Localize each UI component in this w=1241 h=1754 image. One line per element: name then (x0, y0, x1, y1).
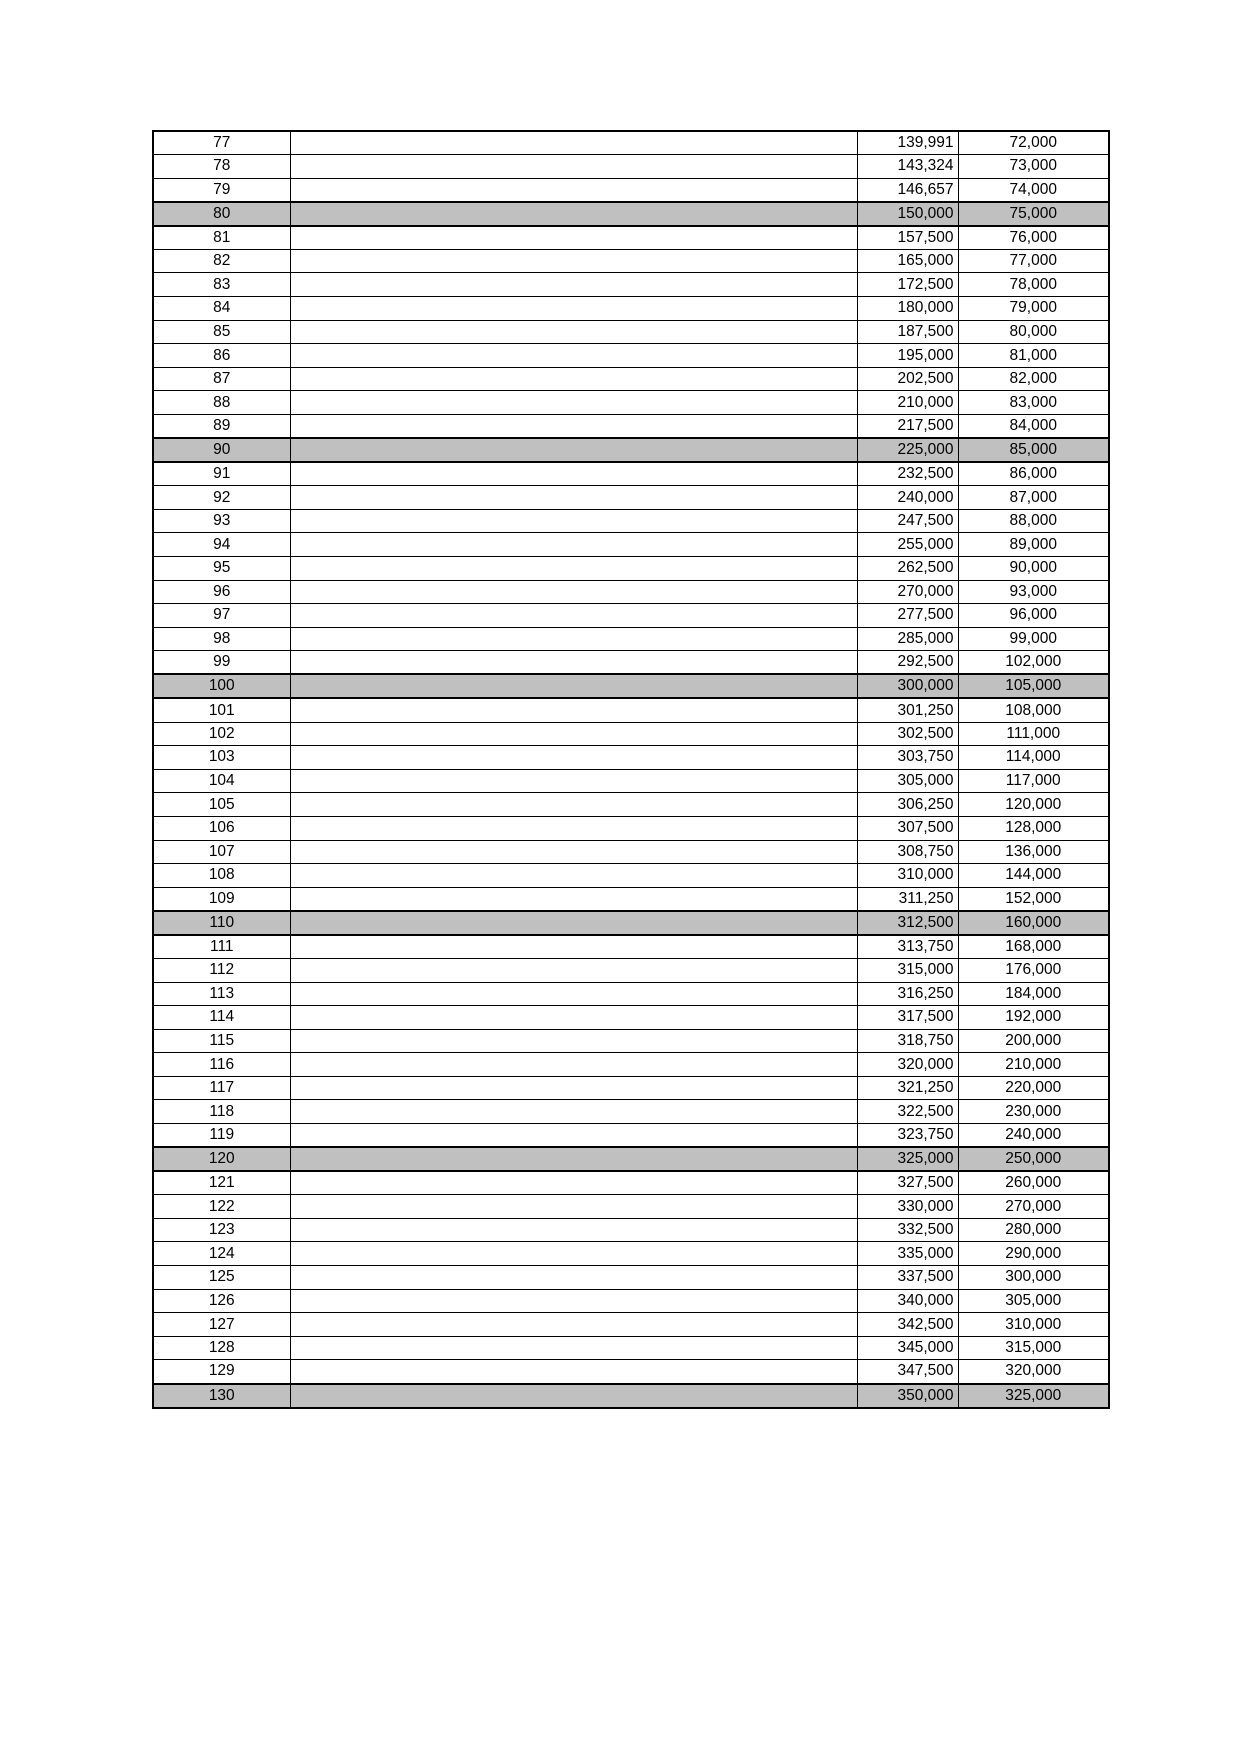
cell-index: 118 (153, 1100, 290, 1124)
cell-value-secondary: 290,000 (958, 1242, 1109, 1266)
cell-value-primary: 335,000 (857, 1242, 958, 1266)
cell-value-primary: 180,000 (857, 297, 958, 321)
table-body (153, 131, 1109, 1408)
table-row (153, 1100, 1109, 1124)
cell-value-secondary: 200,000 (958, 1029, 1109, 1053)
table-row (153, 864, 1109, 888)
cell-index: 107 (153, 840, 290, 864)
cell-blank (290, 1195, 857, 1219)
cell-value-primary: 195,000 (857, 344, 958, 368)
data-table (152, 130, 1110, 1409)
cell-value-secondary: 96,000 (958, 604, 1109, 628)
cell-blank (290, 438, 857, 462)
cell-index: 83 (153, 273, 290, 297)
cell-index: 104 (153, 769, 290, 793)
cell-value-secondary: 152,000 (958, 887, 1109, 911)
cell-index: 99 (153, 651, 290, 675)
cell-blank (290, 1100, 857, 1124)
cell-blank (290, 462, 857, 486)
cell-blank (290, 982, 857, 1006)
cell-value-primary: 262,500 (857, 557, 958, 581)
table-row (153, 391, 1109, 415)
cell-value-primary: 308,750 (857, 840, 958, 864)
table-row (153, 698, 1109, 722)
cell-index: 88 (153, 391, 290, 415)
table-row (153, 273, 1109, 297)
cell-value-secondary: 72,000 (958, 131, 1109, 155)
cell-value-primary: 187,500 (857, 320, 958, 344)
cell-blank (290, 816, 857, 840)
cell-blank (290, 1029, 857, 1053)
table-row (153, 415, 1109, 439)
cell-value-primary: 202,500 (857, 367, 958, 391)
cell-blank (290, 1313, 857, 1337)
cell-value-primary: 322,500 (857, 1100, 958, 1124)
table-row (153, 1053, 1109, 1077)
cell-index: 101 (153, 698, 290, 722)
cell-index: 89 (153, 415, 290, 439)
cell-value-secondary: 77,000 (958, 249, 1109, 273)
cell-value-primary: 157,500 (857, 226, 958, 250)
cell-value-primary: 310,000 (857, 864, 958, 888)
cell-blank (290, 1124, 857, 1148)
cell-blank (290, 911, 857, 935)
cell-value-primary: 325,000 (857, 1147, 958, 1171)
cell-value-secondary: 168,000 (958, 935, 1109, 959)
cell-blank (290, 1218, 857, 1242)
cell-value-secondary: 280,000 (958, 1218, 1109, 1242)
cell-index: 85 (153, 320, 290, 344)
cell-value-primary: 277,500 (857, 604, 958, 628)
table-row (153, 1076, 1109, 1100)
cell-blank (290, 509, 857, 533)
cell-blank (290, 367, 857, 391)
cell-value-primary: 313,750 (857, 935, 958, 959)
table-row (153, 1006, 1109, 1030)
cell-value-primary: 303,750 (857, 746, 958, 770)
cell-value-secondary: 73,000 (958, 155, 1109, 179)
cell-index: 95 (153, 557, 290, 581)
cell-value-secondary: 315,000 (958, 1336, 1109, 1360)
cell-value-secondary: 250,000 (958, 1147, 1109, 1171)
cell-blank (290, 155, 857, 179)
cell-blank (290, 698, 857, 722)
table-row (153, 1360, 1109, 1384)
cell-value-secondary: 144,000 (958, 864, 1109, 888)
cell-value-primary: 270,000 (857, 580, 958, 604)
cell-index: 93 (153, 509, 290, 533)
table-row (153, 793, 1109, 817)
cell-index: 90 (153, 438, 290, 462)
cell-value-secondary: 184,000 (958, 982, 1109, 1006)
cell-index: 126 (153, 1289, 290, 1313)
table-row (153, 1195, 1109, 1219)
cell-value-secondary: 240,000 (958, 1124, 1109, 1148)
cell-blank (290, 273, 857, 297)
cell-value-primary: 306,250 (857, 793, 958, 817)
cell-blank (290, 1289, 857, 1313)
cell-blank (290, 557, 857, 581)
cell-index: 115 (153, 1029, 290, 1053)
table-row (153, 911, 1109, 935)
cell-index: 77 (153, 131, 290, 155)
cell-blank (290, 769, 857, 793)
table-row (153, 604, 1109, 628)
cell-value-secondary: 192,000 (958, 1006, 1109, 1030)
cell-index: 108 (153, 864, 290, 888)
cell-index: 109 (153, 887, 290, 911)
cell-value-primary: 301,250 (857, 698, 958, 722)
cell-value-primary: 320,000 (857, 1053, 958, 1077)
cell-blank (290, 604, 857, 628)
cell-value-primary: 323,750 (857, 1124, 958, 1148)
cell-value-secondary: 87,000 (958, 486, 1109, 510)
cell-blank (290, 746, 857, 770)
cell-blank (290, 864, 857, 888)
cell-value-secondary: 136,000 (958, 840, 1109, 864)
cell-value-primary: 350,000 (857, 1384, 958, 1408)
cell-index: 123 (153, 1218, 290, 1242)
cell-blank (290, 1171, 857, 1195)
cell-value-primary: 240,000 (857, 486, 958, 510)
cell-blank (290, 486, 857, 510)
cell-value-primary: 285,000 (857, 627, 958, 651)
table-row (153, 580, 1109, 604)
cell-value-primary: 311,250 (857, 887, 958, 911)
cell-index: 103 (153, 746, 290, 770)
cell-blank (290, 793, 857, 817)
cell-value-secondary: 79,000 (958, 297, 1109, 321)
cell-value-primary: 316,250 (857, 982, 958, 1006)
cell-value-secondary: 81,000 (958, 344, 1109, 368)
cell-index: 116 (153, 1053, 290, 1077)
cell-index: 128 (153, 1336, 290, 1360)
cell-value-secondary: 120,000 (958, 793, 1109, 817)
cell-index: 96 (153, 580, 290, 604)
cell-blank (290, 297, 857, 321)
cell-value-secondary: 102,000 (958, 651, 1109, 675)
cell-value-primary: 347,500 (857, 1360, 958, 1384)
cell-value-primary: 150,000 (857, 202, 958, 226)
cell-index: 100 (153, 674, 290, 698)
cell-index: 97 (153, 604, 290, 628)
table-row (153, 1147, 1109, 1171)
cell-index: 78 (153, 155, 290, 179)
table-row (153, 935, 1109, 959)
table-row (153, 1242, 1109, 1266)
table-row (153, 651, 1109, 675)
cell-value-secondary: 300,000 (958, 1266, 1109, 1290)
cell-blank (290, 391, 857, 415)
cell-blank (290, 1147, 857, 1171)
cell-value-primary: 315,000 (857, 958, 958, 982)
table-row (153, 533, 1109, 557)
cell-value-primary: 302,500 (857, 722, 958, 746)
cell-value-secondary: 260,000 (958, 1171, 1109, 1195)
cell-value-secondary: 82,000 (958, 367, 1109, 391)
cell-value-secondary: 210,000 (958, 1053, 1109, 1077)
cell-value-primary: 337,500 (857, 1266, 958, 1290)
cell-value-primary: 300,000 (857, 674, 958, 698)
cell-blank (290, 249, 857, 273)
cell-blank (290, 840, 857, 864)
cell-value-secondary: 310,000 (958, 1313, 1109, 1337)
table-row (153, 438, 1109, 462)
cell-value-secondary: 76,000 (958, 226, 1109, 250)
cell-index: 106 (153, 816, 290, 840)
cell-value-secondary: 86,000 (958, 462, 1109, 486)
cell-value-primary: 292,500 (857, 651, 958, 675)
table-row (153, 1289, 1109, 1313)
cell-index: 129 (153, 1360, 290, 1384)
cell-blank (290, 1266, 857, 1290)
cell-index: 94 (153, 533, 290, 557)
table-row (153, 958, 1109, 982)
cell-index: 105 (153, 793, 290, 817)
cell-index: 91 (153, 462, 290, 486)
cell-index: 113 (153, 982, 290, 1006)
cell-value-primary: 305,000 (857, 769, 958, 793)
table-row (153, 178, 1109, 202)
cell-index: 121 (153, 1171, 290, 1195)
table-row (153, 557, 1109, 581)
cell-blank (290, 958, 857, 982)
cell-blank (290, 415, 857, 439)
table-row (153, 982, 1109, 1006)
cell-value-secondary: 270,000 (958, 1195, 1109, 1219)
cell-blank (290, 651, 857, 675)
cell-blank (290, 533, 857, 557)
cell-index: 110 (153, 911, 290, 935)
cell-blank (290, 1006, 857, 1030)
cell-value-primary: 318,750 (857, 1029, 958, 1053)
cell-blank (290, 320, 857, 344)
cell-blank (290, 580, 857, 604)
cell-index: 79 (153, 178, 290, 202)
cell-value-primary: 342,500 (857, 1313, 958, 1337)
cell-blank (290, 344, 857, 368)
cell-blank (290, 1053, 857, 1077)
cell-index: 125 (153, 1266, 290, 1290)
cell-value-secondary: 99,000 (958, 627, 1109, 651)
cell-blank (290, 131, 857, 155)
table-row (153, 297, 1109, 321)
table-row (153, 674, 1109, 698)
table-row (153, 1124, 1109, 1148)
cell-value-secondary: 78,000 (958, 273, 1109, 297)
cell-value-secondary: 160,000 (958, 911, 1109, 935)
table-row (153, 202, 1109, 226)
cell-value-secondary: 80,000 (958, 320, 1109, 344)
table-row (153, 486, 1109, 510)
cell-blank (290, 202, 857, 226)
cell-value-primary: 143,324 (857, 155, 958, 179)
cell-index: 102 (153, 722, 290, 746)
cell-value-primary: 232,500 (857, 462, 958, 486)
cell-blank (290, 1360, 857, 1384)
cell-blank (290, 1336, 857, 1360)
cell-index: 87 (153, 367, 290, 391)
table-row (153, 1029, 1109, 1053)
cell-index: 120 (153, 1147, 290, 1171)
cell-value-secondary: 90,000 (958, 557, 1109, 581)
cell-index: 119 (153, 1124, 290, 1148)
cell-index: 117 (153, 1076, 290, 1100)
cell-value-secondary: 114,000 (958, 746, 1109, 770)
cell-value-primary: 345,000 (857, 1336, 958, 1360)
cell-value-secondary: 74,000 (958, 178, 1109, 202)
cell-blank (290, 674, 857, 698)
cell-value-primary: 332,500 (857, 1218, 958, 1242)
table-row (153, 344, 1109, 368)
cell-value-primary: 327,500 (857, 1171, 958, 1195)
cell-value-primary: 317,500 (857, 1006, 958, 1030)
table-row (153, 840, 1109, 864)
cell-blank (290, 178, 857, 202)
cell-value-primary: 146,657 (857, 178, 958, 202)
cell-index: 92 (153, 486, 290, 510)
cell-blank (290, 935, 857, 959)
cell-value-primary: 139,991 (857, 131, 958, 155)
cell-value-secondary: 105,000 (958, 674, 1109, 698)
cell-index: 84 (153, 297, 290, 321)
cell-value-primary: 165,000 (857, 249, 958, 273)
table-row (153, 226, 1109, 250)
cell-value-primary: 225,000 (857, 438, 958, 462)
cell-index: 112 (153, 958, 290, 982)
table-row (153, 769, 1109, 793)
cell-value-secondary: 89,000 (958, 533, 1109, 557)
cell-value-secondary: 128,000 (958, 816, 1109, 840)
table-row (153, 155, 1109, 179)
table-row (153, 816, 1109, 840)
cell-blank (290, 1076, 857, 1100)
cell-value-secondary: 111,000 (958, 722, 1109, 746)
cell-value-primary: 255,000 (857, 533, 958, 557)
table-row (153, 887, 1109, 911)
cell-index: 122 (153, 1195, 290, 1219)
table-row (153, 1266, 1109, 1290)
table-row (153, 249, 1109, 273)
table-row (153, 1384, 1109, 1408)
cell-value-primary: 217,500 (857, 415, 958, 439)
cell-blank (290, 887, 857, 911)
table-row (153, 627, 1109, 651)
cell-value-secondary: 230,000 (958, 1100, 1109, 1124)
cell-value-secondary: 108,000 (958, 698, 1109, 722)
cell-value-secondary: 85,000 (958, 438, 1109, 462)
cell-index: 127 (153, 1313, 290, 1337)
cell-blank (290, 1384, 857, 1408)
cell-value-secondary: 93,000 (958, 580, 1109, 604)
table-row (153, 462, 1109, 486)
table-row (153, 1218, 1109, 1242)
table-row (153, 746, 1109, 770)
cell-index: 80 (153, 202, 290, 226)
cell-index: 82 (153, 249, 290, 273)
cell-index: 124 (153, 1242, 290, 1266)
cell-blank (290, 1242, 857, 1266)
table-row (153, 367, 1109, 391)
cell-value-primary: 247,500 (857, 509, 958, 533)
cell-value-primary: 321,250 (857, 1076, 958, 1100)
table-row (153, 131, 1109, 155)
cell-blank (290, 226, 857, 250)
data-table-container (152, 130, 1108, 1409)
cell-blank (290, 627, 857, 651)
cell-blank (290, 722, 857, 746)
cell-value-secondary: 220,000 (958, 1076, 1109, 1100)
cell-index: 81 (153, 226, 290, 250)
cell-value-primary: 340,000 (857, 1289, 958, 1313)
cell-index: 86 (153, 344, 290, 368)
table-row (153, 320, 1109, 344)
cell-value-secondary: 320,000 (958, 1360, 1109, 1384)
cell-value-primary: 312,500 (857, 911, 958, 935)
cell-index: 111 (153, 935, 290, 959)
cell-value-secondary: 88,000 (958, 509, 1109, 533)
cell-index: 114 (153, 1006, 290, 1030)
cell-index: 130 (153, 1384, 290, 1408)
cell-value-primary: 307,500 (857, 816, 958, 840)
cell-value-secondary: 305,000 (958, 1289, 1109, 1313)
table-row (153, 509, 1109, 533)
cell-index: 98 (153, 627, 290, 651)
cell-value-secondary: 83,000 (958, 391, 1109, 415)
cell-value-primary: 330,000 (857, 1195, 958, 1219)
table-row (153, 722, 1109, 746)
cell-value-secondary: 117,000 (958, 769, 1109, 793)
cell-value-secondary: 84,000 (958, 415, 1109, 439)
table-row (153, 1171, 1109, 1195)
cell-value-primary: 172,500 (857, 273, 958, 297)
cell-value-secondary: 325,000 (958, 1384, 1109, 1408)
cell-value-secondary: 75,000 (958, 202, 1109, 226)
table-row (153, 1336, 1109, 1360)
table-row (153, 1313, 1109, 1337)
cell-value-primary: 210,000 (857, 391, 958, 415)
cell-value-secondary: 176,000 (958, 958, 1109, 982)
